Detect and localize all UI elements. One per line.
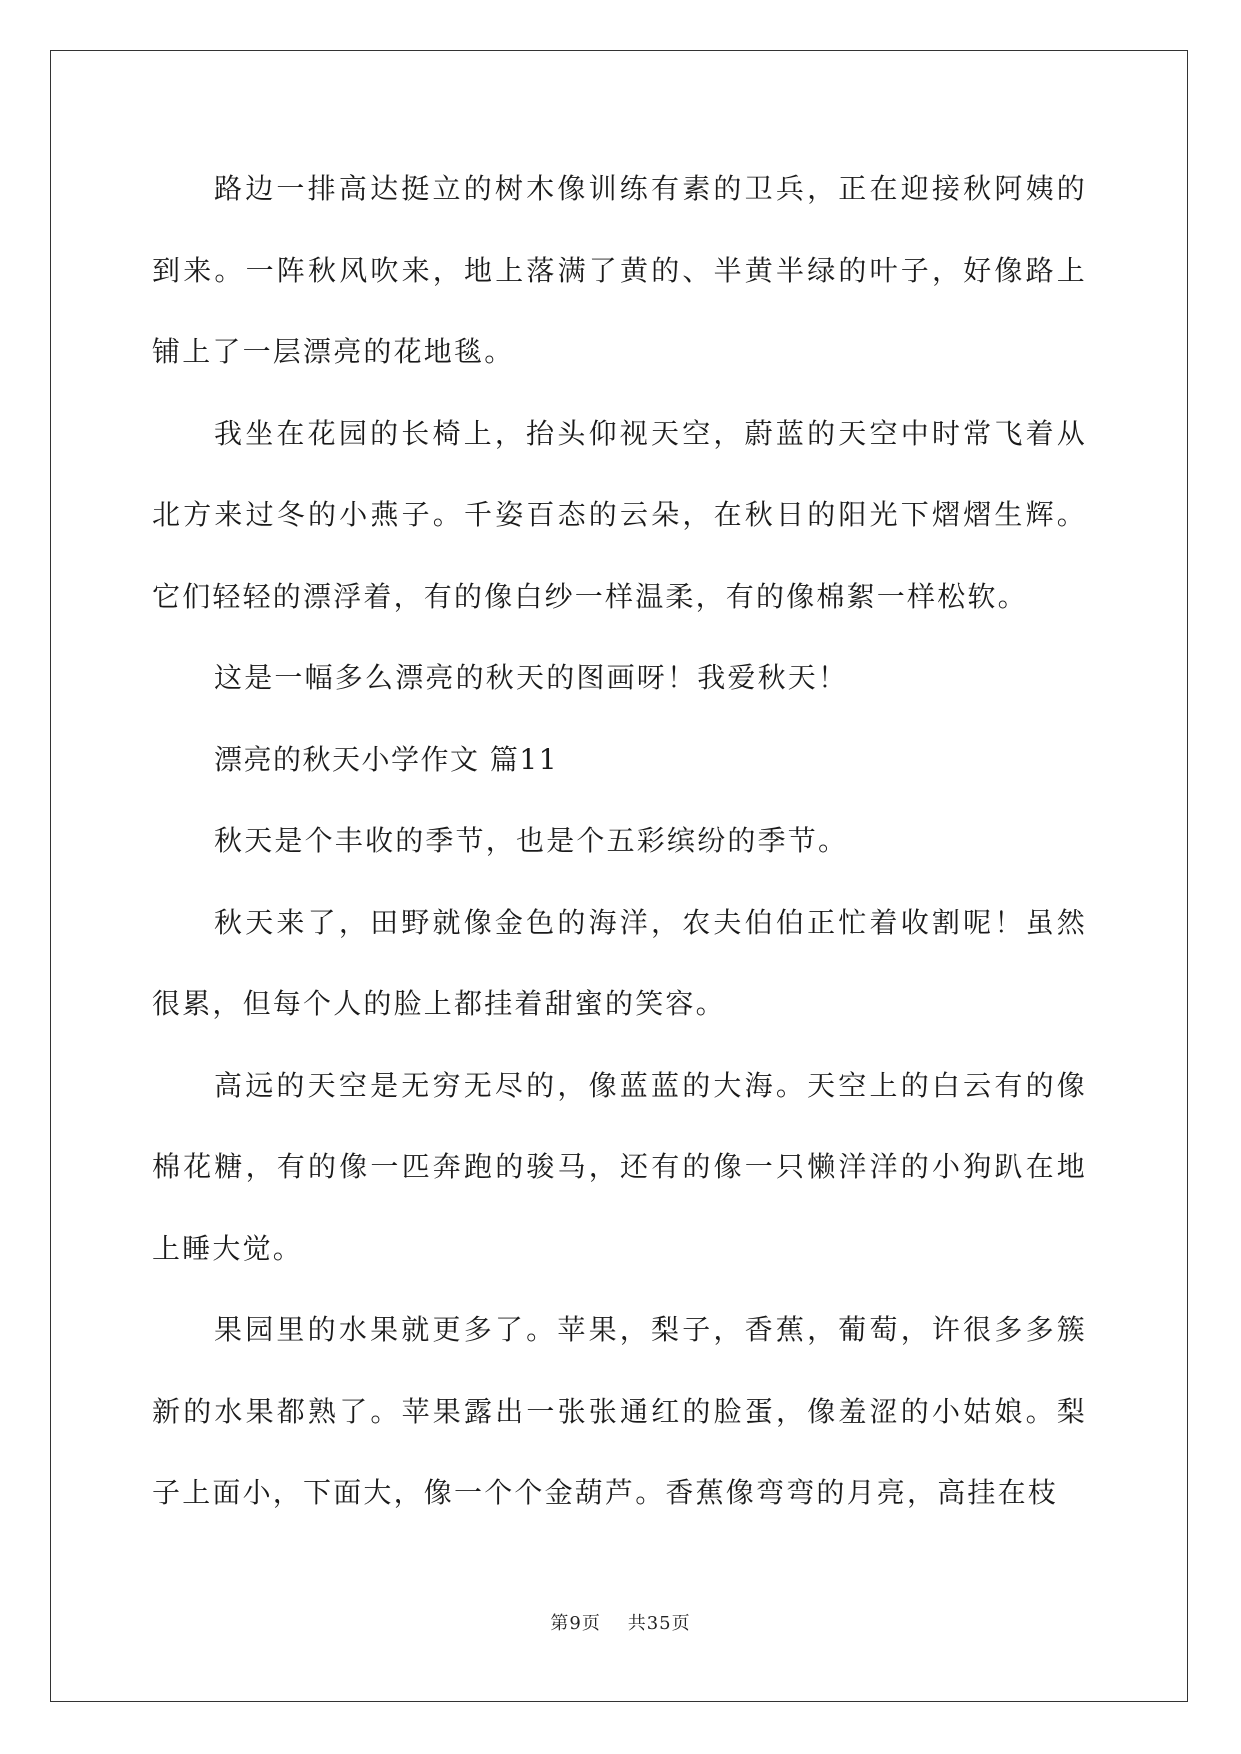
paragraph-clouds: 高远的天空是无穷无尽的，像蓝蓝的大海。天空上的白云有的像棉花糖，有的像一匹奔跑的骏马，还有的像一只懒洋洋的小狗趴在地上睡大觉。 bbox=[152, 1068, 1087, 1265]
paragraph-autumn-picture: 这是一幅多么漂亮的秋天的图画呀！我爱秋天！ bbox=[214, 661, 849, 694]
paragraph-fields: 秋天来了，田野就像金色的海洋，农夫伯伯正忙着收割呢！虽然很累，但每个人的脸上都挂着甜蜜的笑容。 bbox=[152, 905, 1087, 1020]
paragraph-harvest-season: 秋天是个丰收的季节，也是个五彩缤纷的季节。 bbox=[214, 824, 849, 857]
paragraph-trees: 路边一排高达挺立的树木像训练有素的卫兵，正在迎接秋阿姨的到来。一阵秋风吹来，地上落满了黄的、半黄半绿的叶子，好像路上铺上了一层漂亮的花地毯。 bbox=[152, 172, 1087, 368]
page-footer bbox=[0, 1612, 1241, 1636]
paragraph-orchard: 果园里的水果就更多了。苹果，梨子，香蕉，葡萄，许很多多簇新的水果都熟了。苹果露出一张张通红的脸蛋，像羞涩的小姑娘。梨子上面小，下面大，像一个个金葫芦。香蕉像弯弯的月亮，高挂在枝 bbox=[152, 1313, 1087, 1509]
paragraph-sky-swallows: 我坐在花园的长椅上，抬头仰视天空，蔚蓝的天空中时常飞着从北方来过冬的小燕子。千姿百态的云朵，在秋日的阳光下熠熠生辉。它们轻轻的漂浮着，有的像白纱一样温柔，有的像棉絮一样松软。 bbox=[152, 416, 1087, 613]
page-number: 第9页 bbox=[550, 1613, 601, 1634]
document-body bbox=[152, 148, 1087, 1534]
section-heading: 漂亮的秋天小学作文 篇11 bbox=[214, 742, 559, 776]
page-total: 共35页 bbox=[627, 1613, 691, 1634]
